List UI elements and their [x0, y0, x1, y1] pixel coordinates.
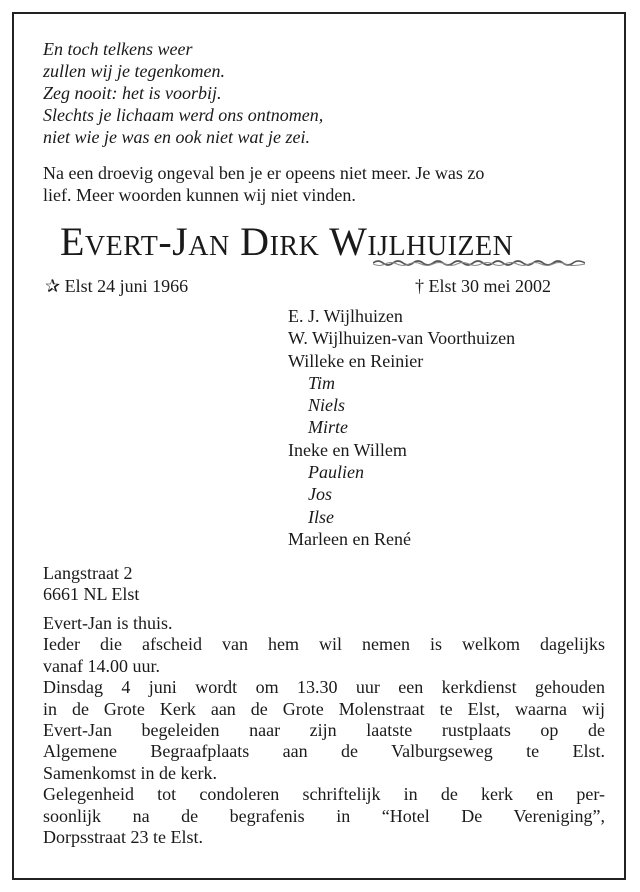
family-child: Mirte	[308, 417, 348, 438]
family-child: Niels	[308, 395, 346, 416]
intro-text	[43, 162, 608, 206]
death-date: † Elst 30 mei 2002	[415, 276, 551, 296]
family-list	[288, 305, 515, 550]
family-member: Ineke en Willem	[288, 439, 407, 460]
intro-line: lief. Meer woorden kunnen wij niet vinden.	[43, 185, 356, 205]
detail-line: soonlijk na de begrafenis in “Hotel De Vereniging”,	[43, 805, 605, 826]
detail-line: Dinsdag 4 juni wordt om 13.30 uur een kerkdienst gehouden	[43, 677, 605, 698]
detail-line: in de Grote Kerk aan de Grote Molenstraat te Elst, waarna wij	[43, 698, 605, 719]
family-member: E. J. Wijlhuizen	[288, 306, 403, 326]
family-child: Tim	[308, 372, 336, 393]
family-member: Willeke en Reinier	[288, 350, 424, 371]
poem-line: zullen wij je tegenkomen.	[43, 61, 225, 81]
detail-line: Algemene Begraafplaats aan de Valburgseweg te Elst.	[43, 741, 605, 762]
family-member: Marleen en René	[288, 528, 411, 549]
family-child: Paulien	[308, 462, 364, 483]
funeral-details	[43, 613, 605, 848]
family-member: W. Wijlhuizen-van Voorthuizen	[288, 328, 516, 349]
address-postcode: 6661 NL Elst	[43, 584, 140, 604]
poem	[43, 38, 323, 148]
poem-line: Zeg nooit: het is voorbij.	[43, 83, 222, 103]
address	[43, 563, 139, 605]
detail-line: vanaf 14.00 uur.	[43, 655, 160, 676]
family-child: Jos	[308, 484, 332, 505]
deceased-name: Evert-Jan Dirk Wijlhuizen	[60, 219, 514, 264]
poem-line: niet wie je was en ook niet wat je zei.	[43, 127, 310, 147]
address-street: Langstraat 2	[43, 563, 133, 583]
detail-line: Evert-Jan is thuis.	[43, 613, 173, 633]
family-child: Ilse	[308, 506, 334, 527]
poem-line: Slechts je lichaam werd ons ontnomen,	[43, 105, 324, 125]
detail-line: Dorpsstraat 23 te Elst.	[43, 827, 203, 848]
name-underline-ornament	[373, 259, 585, 267]
detail-line: Ieder die afscheid van hem wil nemen is welkom dagelijks	[43, 634, 605, 655]
detail-line: Gelegenheid tot condoleren schriftelijk in de kerk en per-	[43, 784, 605, 805]
detail-line: Evert-Jan begeleiden naar zijn laatste rustplaats op de	[43, 720, 605, 741]
poem-line: En toch telkens weer	[43, 39, 193, 59]
intro-line: Na een droevig ongeval ben je er opeens niet meer. Je was zo	[43, 163, 485, 183]
birth-date: ✰ Elst 24 juni 1966	[45, 276, 189, 296]
detail-line: Samenkomst in de kerk.	[43, 762, 217, 783]
